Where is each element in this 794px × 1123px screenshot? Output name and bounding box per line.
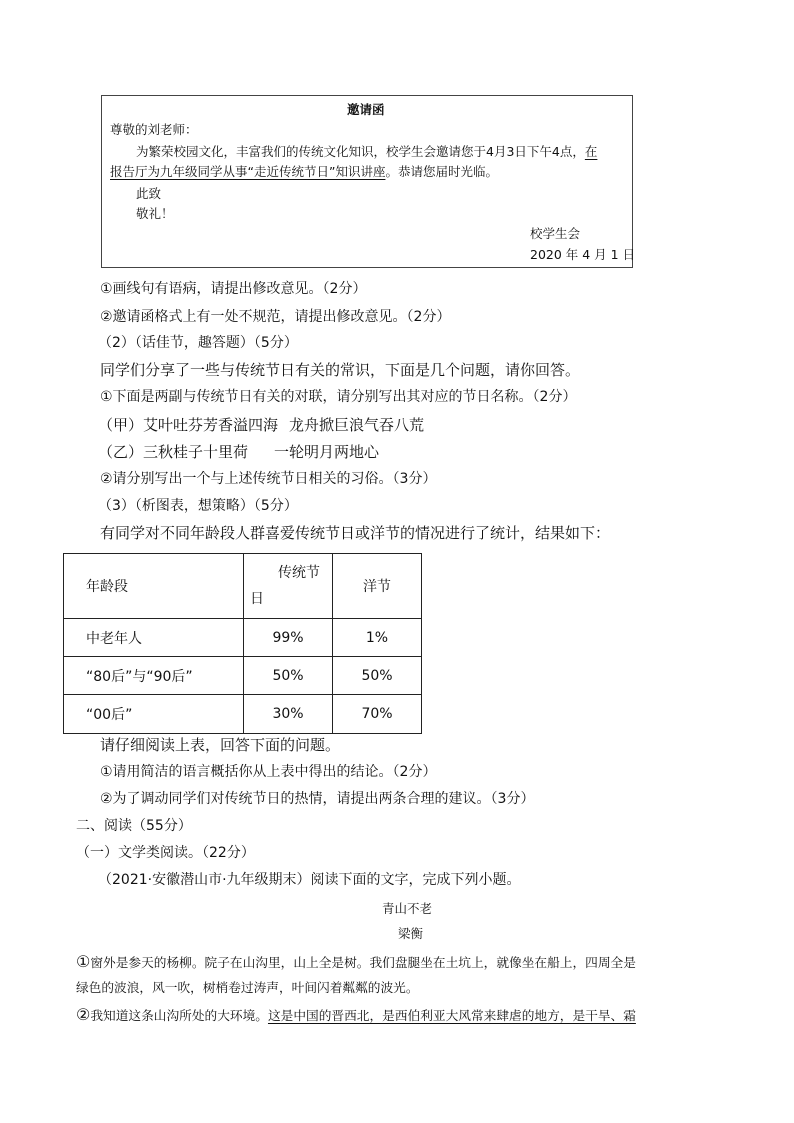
- row1-traditional: 99%: [244, 619, 333, 657]
- body-line1-underlined: 在: [584, 144, 598, 159]
- row2-age: “80后”与“90后”: [64, 657, 244, 695]
- table-header-row: [64, 554, 422, 619]
- paragraph-1-number: ①: [76, 952, 91, 971]
- header-foreign: 洋节: [333, 554, 422, 619]
- invitation-box: [101, 95, 636, 268]
- body-line2-underlined: 报告厅为九年级同学从事“走近传统节日”知识讲座: [110, 164, 386, 179]
- q2-heading: （2）（话佳节，趣答题）（5分）: [98, 335, 298, 351]
- couplet-b-lower: 一轮明月两地心: [274, 443, 380, 461]
- header-traditional: [244, 554, 333, 619]
- row1-foreign: 1%: [333, 619, 422, 657]
- q3-heading: （3）（析图表，想策略）（5分）: [98, 498, 298, 514]
- essay-paragraph-2-line1: [76, 1005, 636, 1026]
- q3-item-1: ①请用简洁的语言概括你从上表中得出的结论。（2分）: [100, 764, 437, 780]
- q2-item-1: ①下面是两副与传统节日有关的对联，请分别写出其对应的节日名称。（2分）: [100, 389, 577, 405]
- section2-sub: （一）文学类阅读。（22分）: [76, 845, 255, 861]
- q2-intro: 同学们分享了一些与传统节日有关的常识，下面是几个问题，请你回答。: [100, 361, 581, 379]
- invitation-closing2: 敬礼！: [136, 206, 174, 221]
- invitation-title: 邀请函: [347, 102, 385, 117]
- paragraph-1-text: 窗外是参天的杨柳。院子在山沟里，山上全是树。我们盘腿坐在土坑上，就像坐在船上，四周全是: [90, 955, 636, 970]
- q1-item-2: ②邀请函格式上有一处不规范，请提出修改意见。（2分）: [100, 309, 451, 325]
- table-row: [64, 657, 422, 695]
- couplet-b-upper: （乙）三秋桂子十里荷: [98, 443, 249, 461]
- section2-heading: 二、阅读（55分）: [76, 818, 192, 834]
- row1-age: 中老年人: [64, 619, 244, 657]
- essay-title: 青山不老: [382, 901, 433, 916]
- essay-paragraph-1-line1: [76, 952, 636, 973]
- q1-item-1: ①画线句有语病，请提出修改意见。（2分）: [100, 281, 367, 297]
- invitation-body-line2: [110, 163, 498, 181]
- body-line1-text: 为繁荣校园文化，丰富我们的传统文化知识，校学生会邀请您于4月3日下午4点，: [136, 144, 585, 159]
- row3-foreign: 70%: [333, 695, 422, 734]
- q3-intro: 有同学对不同年龄段人群喜爱传统节日或洋节的情况进行了统计，结果如下：: [100, 524, 611, 542]
- body-line2-text: 。恭请您届时光临。: [385, 164, 498, 179]
- header-traditional-line2: 日: [250, 591, 264, 607]
- q3-item-2: ②为了调动同学们对传统节日的热情，请提出两条合理的建议。（3分）: [100, 791, 535, 807]
- stats-table: [63, 553, 422, 734]
- header-traditional-line1: 传统节: [278, 565, 320, 581]
- invitation-signer: 校学生会: [530, 226, 581, 241]
- row2-foreign: 50%: [333, 657, 422, 695]
- header-age-group: 年龄段: [64, 554, 244, 619]
- couplet-a-upper: （甲）艾叶吐芬芳香溢四海: [98, 416, 279, 434]
- essay-author: 梁衡: [398, 926, 424, 941]
- invitation-date: 2020 年 4 月 1 日: [530, 247, 636, 262]
- table-row: [64, 695, 422, 734]
- invitation-salutation: 尊敬的刘老师：: [110, 122, 198, 137]
- table-row: [64, 619, 422, 657]
- q3-after-table: 请仔细阅读上表，回答下面的问题。: [100, 736, 341, 754]
- paragraph-2-number: ②: [76, 1005, 91, 1024]
- invitation-body-line1: [136, 143, 597, 161]
- row3-age: “00后”: [64, 695, 244, 734]
- row3-traditional: 30%: [244, 695, 333, 734]
- q2-item-2: ②请分别写出一个与上述传统节日相关的习俗。（3分）: [100, 471, 437, 487]
- essay-paragraph-1-line2: 绿色的波浪，风一吹，树梢卷过涛声，叶间闪着粼粼的波光。: [76, 980, 419, 995]
- invitation-closing1: 此致: [136, 186, 162, 201]
- paragraph-2-underlined: 这是中国的晋西北，是西伯利亚大风常来肆虐的地方，是干旱、霜: [267, 1008, 636, 1023]
- reading-source: （2021·安徽潜山市·九年级期末）阅读下面的文字，完成下列小题。: [98, 872, 521, 888]
- couplet-a-lower: 龙舟掀巨浪气吞八荒: [289, 416, 425, 434]
- row2-traditional: 50%: [244, 657, 333, 695]
- paragraph-2-text: 我知道这条山沟所处的大环境。: [90, 1008, 268, 1023]
